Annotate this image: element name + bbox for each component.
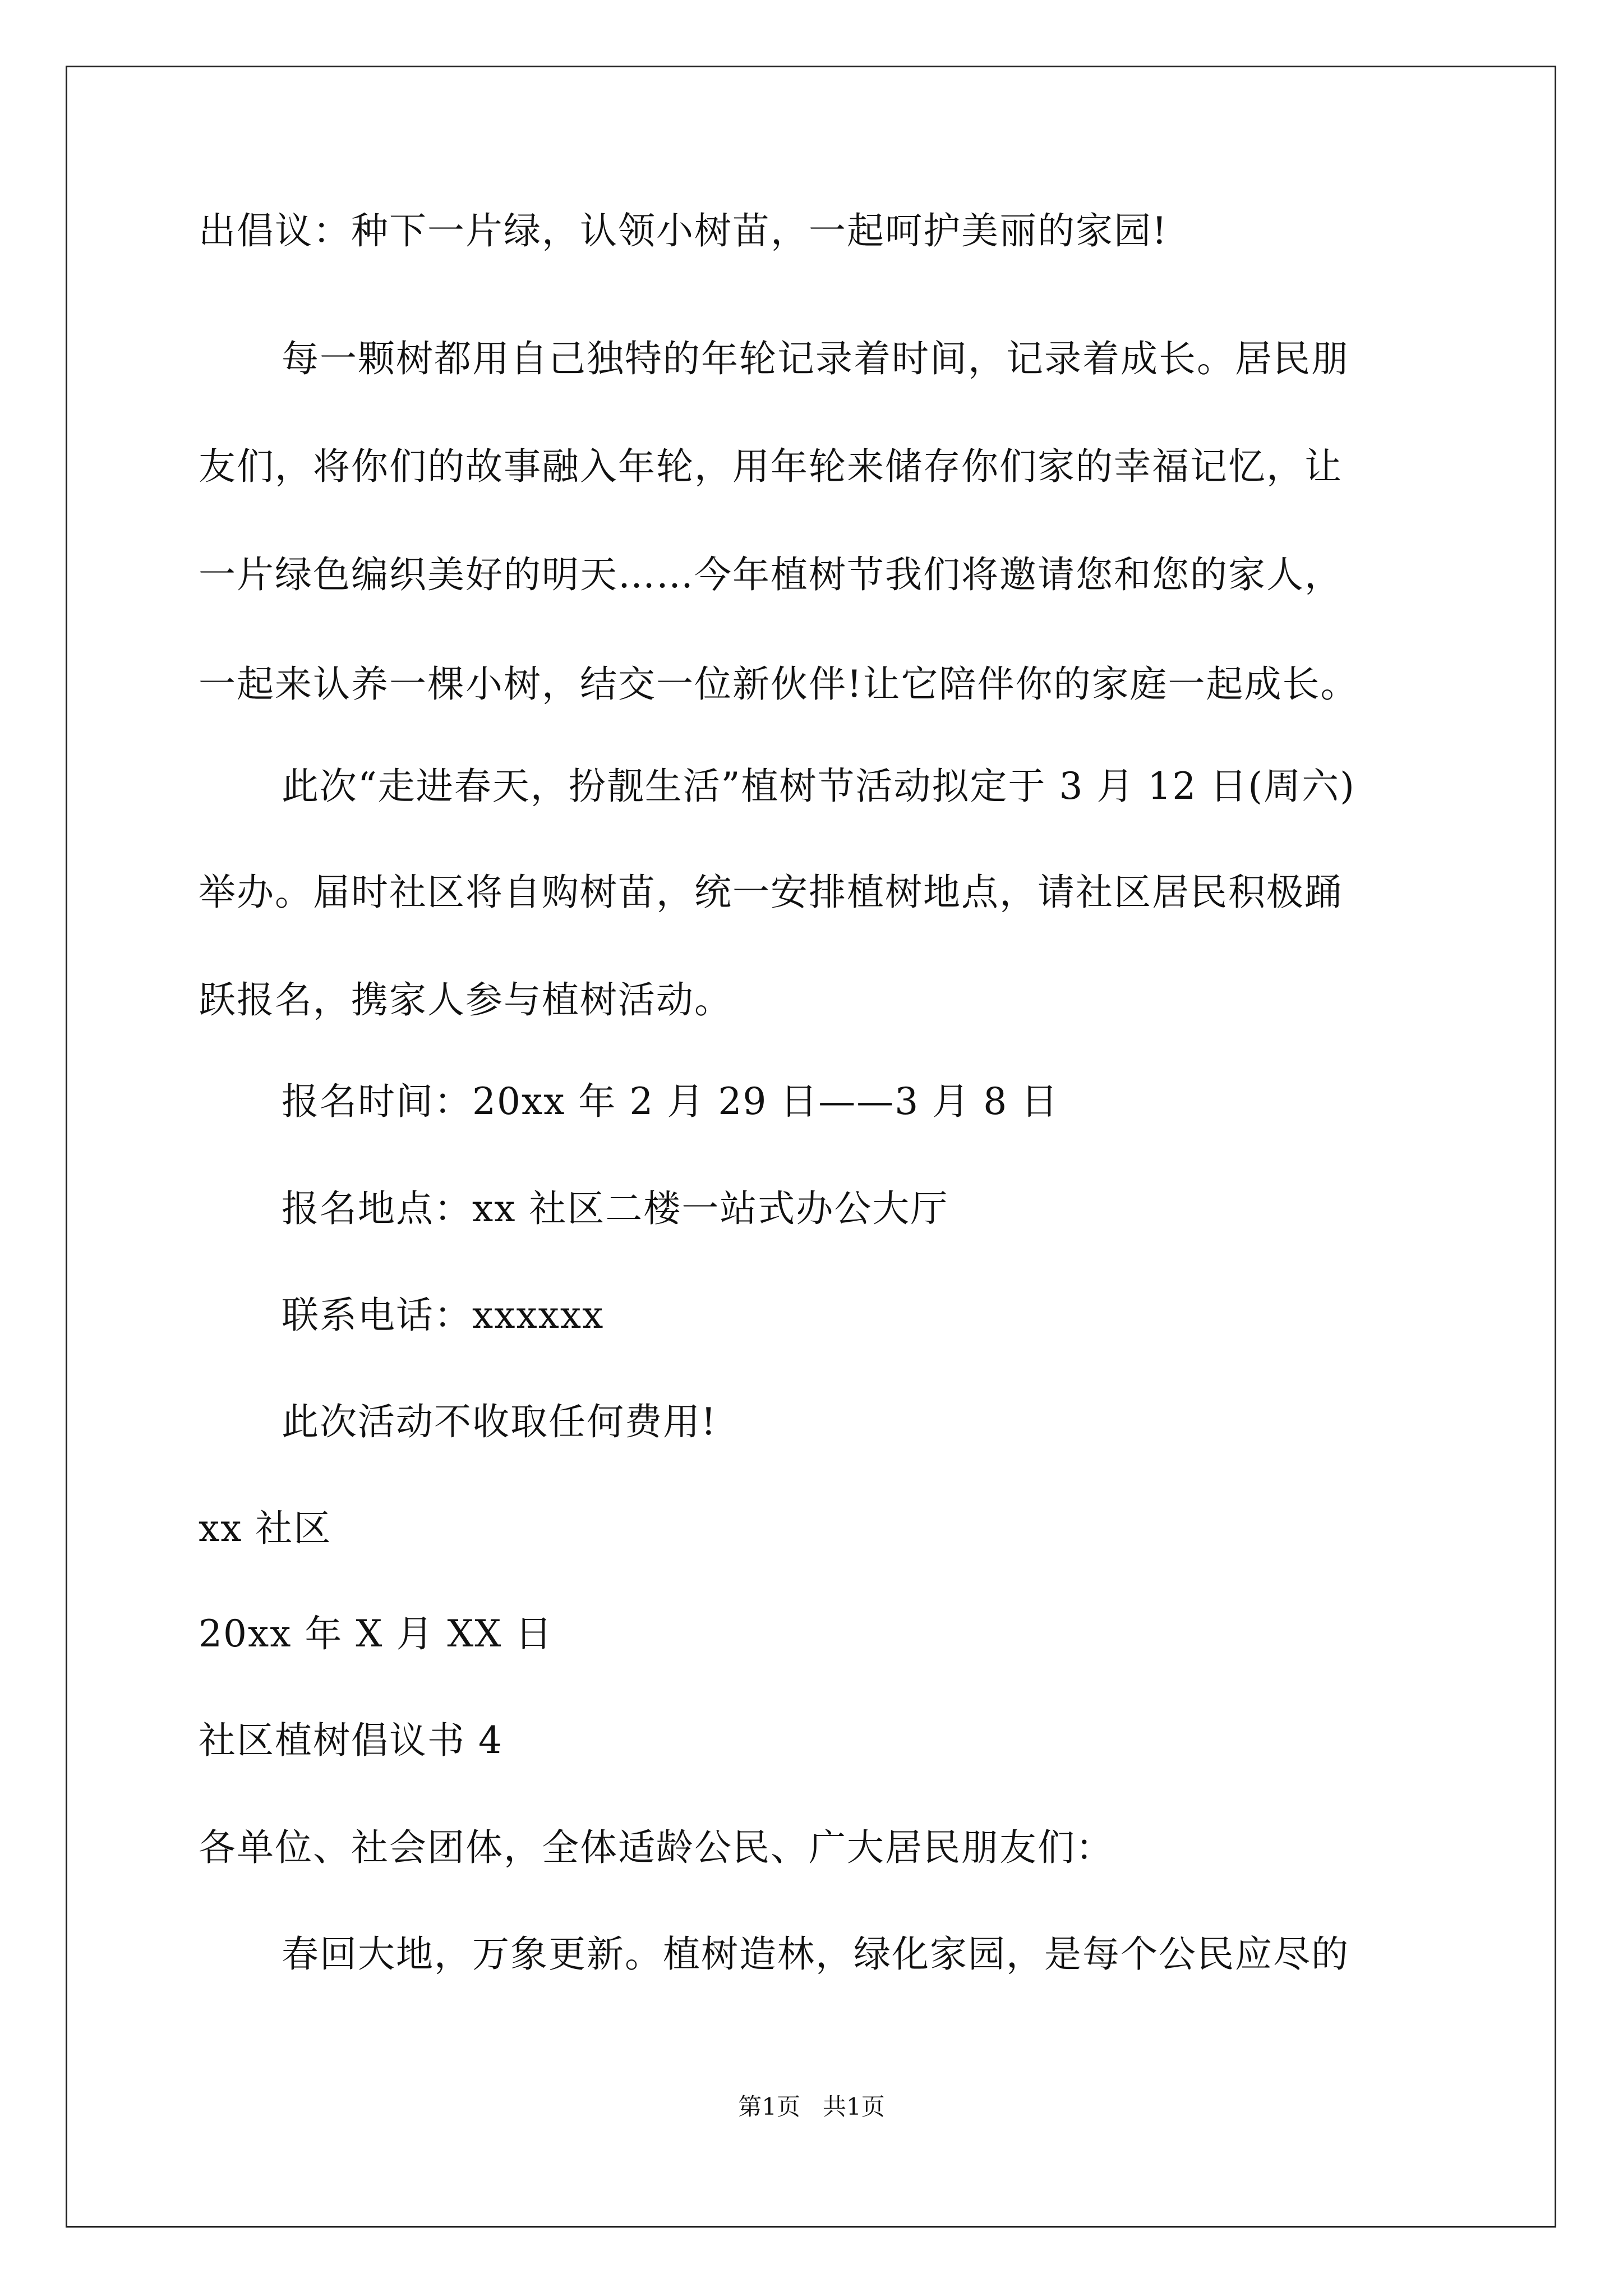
- paragraph-line-1: 出倡议：种下一片绿，认领小树苗，一起呵护美丽的家园!: [199, 209, 1168, 252]
- paragraph-line-7: 举办。届时社区将自购树苗，统一安排植树地点，请社区居民积极踊: [199, 871, 1343, 914]
- signature-community: xx 社区: [199, 1507, 332, 1550]
- registration-time: 报名时间：20xx 年 2 月 29 日——3 月 8 日: [282, 1080, 1059, 1123]
- signature-date: 20xx 年 X 月 XX 日: [199, 1612, 554, 1655]
- paragraph-line-2: 每一颗树都用自己独特的年轮记录着时间，记录着成长。居民朋: [282, 337, 1349, 380]
- page-footer: 第1页 共1页: [738, 2093, 885, 2120]
- paragraph-line-6: 此次“走进春天，扮靓生活”植树节活动拟定于 3 月 12 日(周六): [282, 765, 1355, 808]
- paragraph-line-4: 一片绿色编织美好的明天……今年植树节我们将邀请您和您的家人，: [199, 553, 1343, 596]
- paragraph-line-5: 一起来认养一棵小树，结交一位新伙伴!让它陪伴你的家庭一起成长。: [199, 662, 1359, 706]
- page-border: [66, 66, 1556, 2228]
- contact-phone: 联系电话：xxxxxx: [282, 1294, 605, 1337]
- paragraph-line-last: 春回大地，万象更新。植树造林，绿化家园，是每个公民应尽的: [282, 1932, 1349, 1976]
- paragraph-line-3: 友们，将你们的故事融入年轮，用年轮来储存你们家的幸福记忆，让: [199, 445, 1343, 488]
- free-notice: 此次活动不收取任何费用!: [282, 1400, 717, 1443]
- section-title: 社区植树倡议书 4: [199, 1719, 503, 1762]
- registration-location: 报名地点：xx 社区二楼一站式办公大厅: [282, 1187, 949, 1230]
- paragraph-line-8: 跃报名，携家人参与植树活动。: [199, 978, 732, 1022]
- salutation: 各单位、社会团体，全体适龄公民、广大居民朋友们：: [199, 1826, 1114, 1869]
